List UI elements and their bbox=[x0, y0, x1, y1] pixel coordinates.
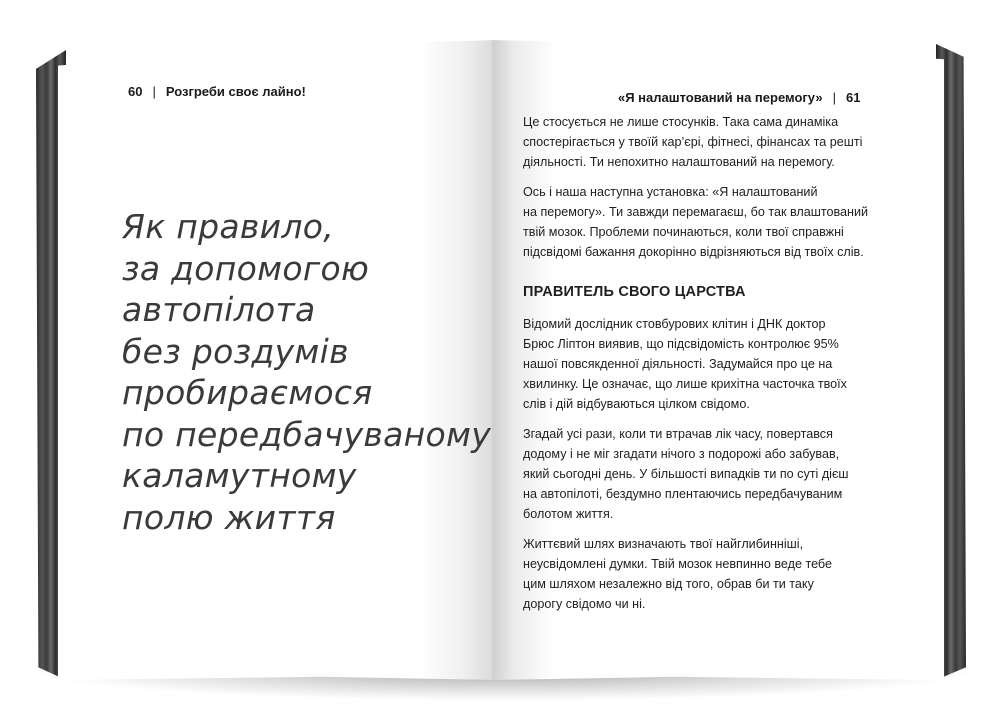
pull-quote-line: Як правило, bbox=[122, 207, 335, 246]
left-header-separator: | bbox=[152, 84, 156, 99]
body-line: Життєвий шлях визначають твої найглибинніші, bbox=[523, 537, 804, 551]
body-paragraph bbox=[523, 182, 883, 262]
right-page-number: 61 bbox=[845, 90, 861, 105]
left-page-number: 60 bbox=[128, 84, 143, 99]
pull-quote bbox=[122, 206, 492, 538]
body-line: діяльності. Ти непохитно налаштований на перемогу. bbox=[523, 155, 835, 169]
body-line: неусвідомлені думки. Твій мозок невпинно веде тебе bbox=[523, 557, 833, 571]
body-line: слів і дій відбуваються цілком свідомо. bbox=[523, 397, 750, 411]
right-page-body bbox=[523, 112, 883, 624]
body-line: цим шляхом незалежно від того, обрав би ти таку bbox=[523, 577, 814, 591]
body-line: який сьогодні день. У більшості випадків ти по суті дієш bbox=[523, 467, 849, 481]
body-paragraph bbox=[523, 314, 883, 414]
pull-quote-line: пробираємося bbox=[122, 373, 373, 412]
body-line: підсвідомі бажання докорінно відрізняються від твоїх слів. bbox=[523, 245, 864, 259]
pull-quote-line: за допомогою bbox=[122, 248, 370, 288]
pull-quote-line: полю життя bbox=[122, 497, 336, 537]
body-line: дорогу свідомо чи ні. bbox=[523, 597, 646, 611]
left-page-header bbox=[128, 84, 306, 99]
body-line: спостерігається у твоїй кар’єрі, фітнесі, фінансах та решті bbox=[523, 135, 863, 149]
body-line: на перемогу». Ти завжди перемагаєш, бо так влаштований bbox=[523, 205, 869, 219]
body-line: Згадай усі рази, коли ти втрачав лік часу, повертався bbox=[523, 427, 833, 441]
right-page-header bbox=[618, 90, 860, 105]
body-line: Брюс Ліптон виявив, що підсвідомість контролює 95% bbox=[523, 337, 839, 351]
pull-quote-line: по передбачуваному bbox=[122, 414, 492, 454]
body-line: твій мозок. Проблеми починаються, коли твої справжні bbox=[523, 225, 844, 239]
body-line: хвилинку. Це означає, що лише крихітна часточка твоїх bbox=[523, 377, 847, 391]
body-line: болотом життя. bbox=[523, 507, 614, 521]
body-paragraph bbox=[523, 112, 883, 172]
body-line: Відомий дослідник стовбурових клітин і ДНК доктор bbox=[523, 317, 826, 331]
body-line: нашої повсякденної діяльності. Задумайся про це на bbox=[523, 357, 833, 371]
body-paragraph bbox=[523, 424, 883, 524]
left-running-title: Розгреби своє лайно! bbox=[165, 84, 306, 99]
body-line: Це стосується не лише стосунків. Така сама динаміка bbox=[523, 115, 839, 129]
pull-quote-line: каламутному bbox=[122, 456, 357, 495]
right-running-title: «Я налаштований на перемогу» bbox=[618, 90, 823, 105]
body-line: на автопілоті, бездумно плентаючись передбачуваним bbox=[523, 487, 843, 501]
body-line: Ось і наша наступна установка: «Я налаштований bbox=[523, 185, 818, 199]
section-heading: ПРАВИТЕЛЬ СВОГО ЦАРСТВА bbox=[523, 284, 746, 300]
body-paragraph bbox=[523, 534, 883, 614]
pull-quote-line: автопілота bbox=[122, 290, 316, 329]
pull-quote-line: без роздумів bbox=[122, 331, 349, 371]
body-line: додому і не міг згадати нічого з подорожі або забував, bbox=[523, 447, 840, 461]
right-header-separator: | bbox=[832, 90, 836, 105]
